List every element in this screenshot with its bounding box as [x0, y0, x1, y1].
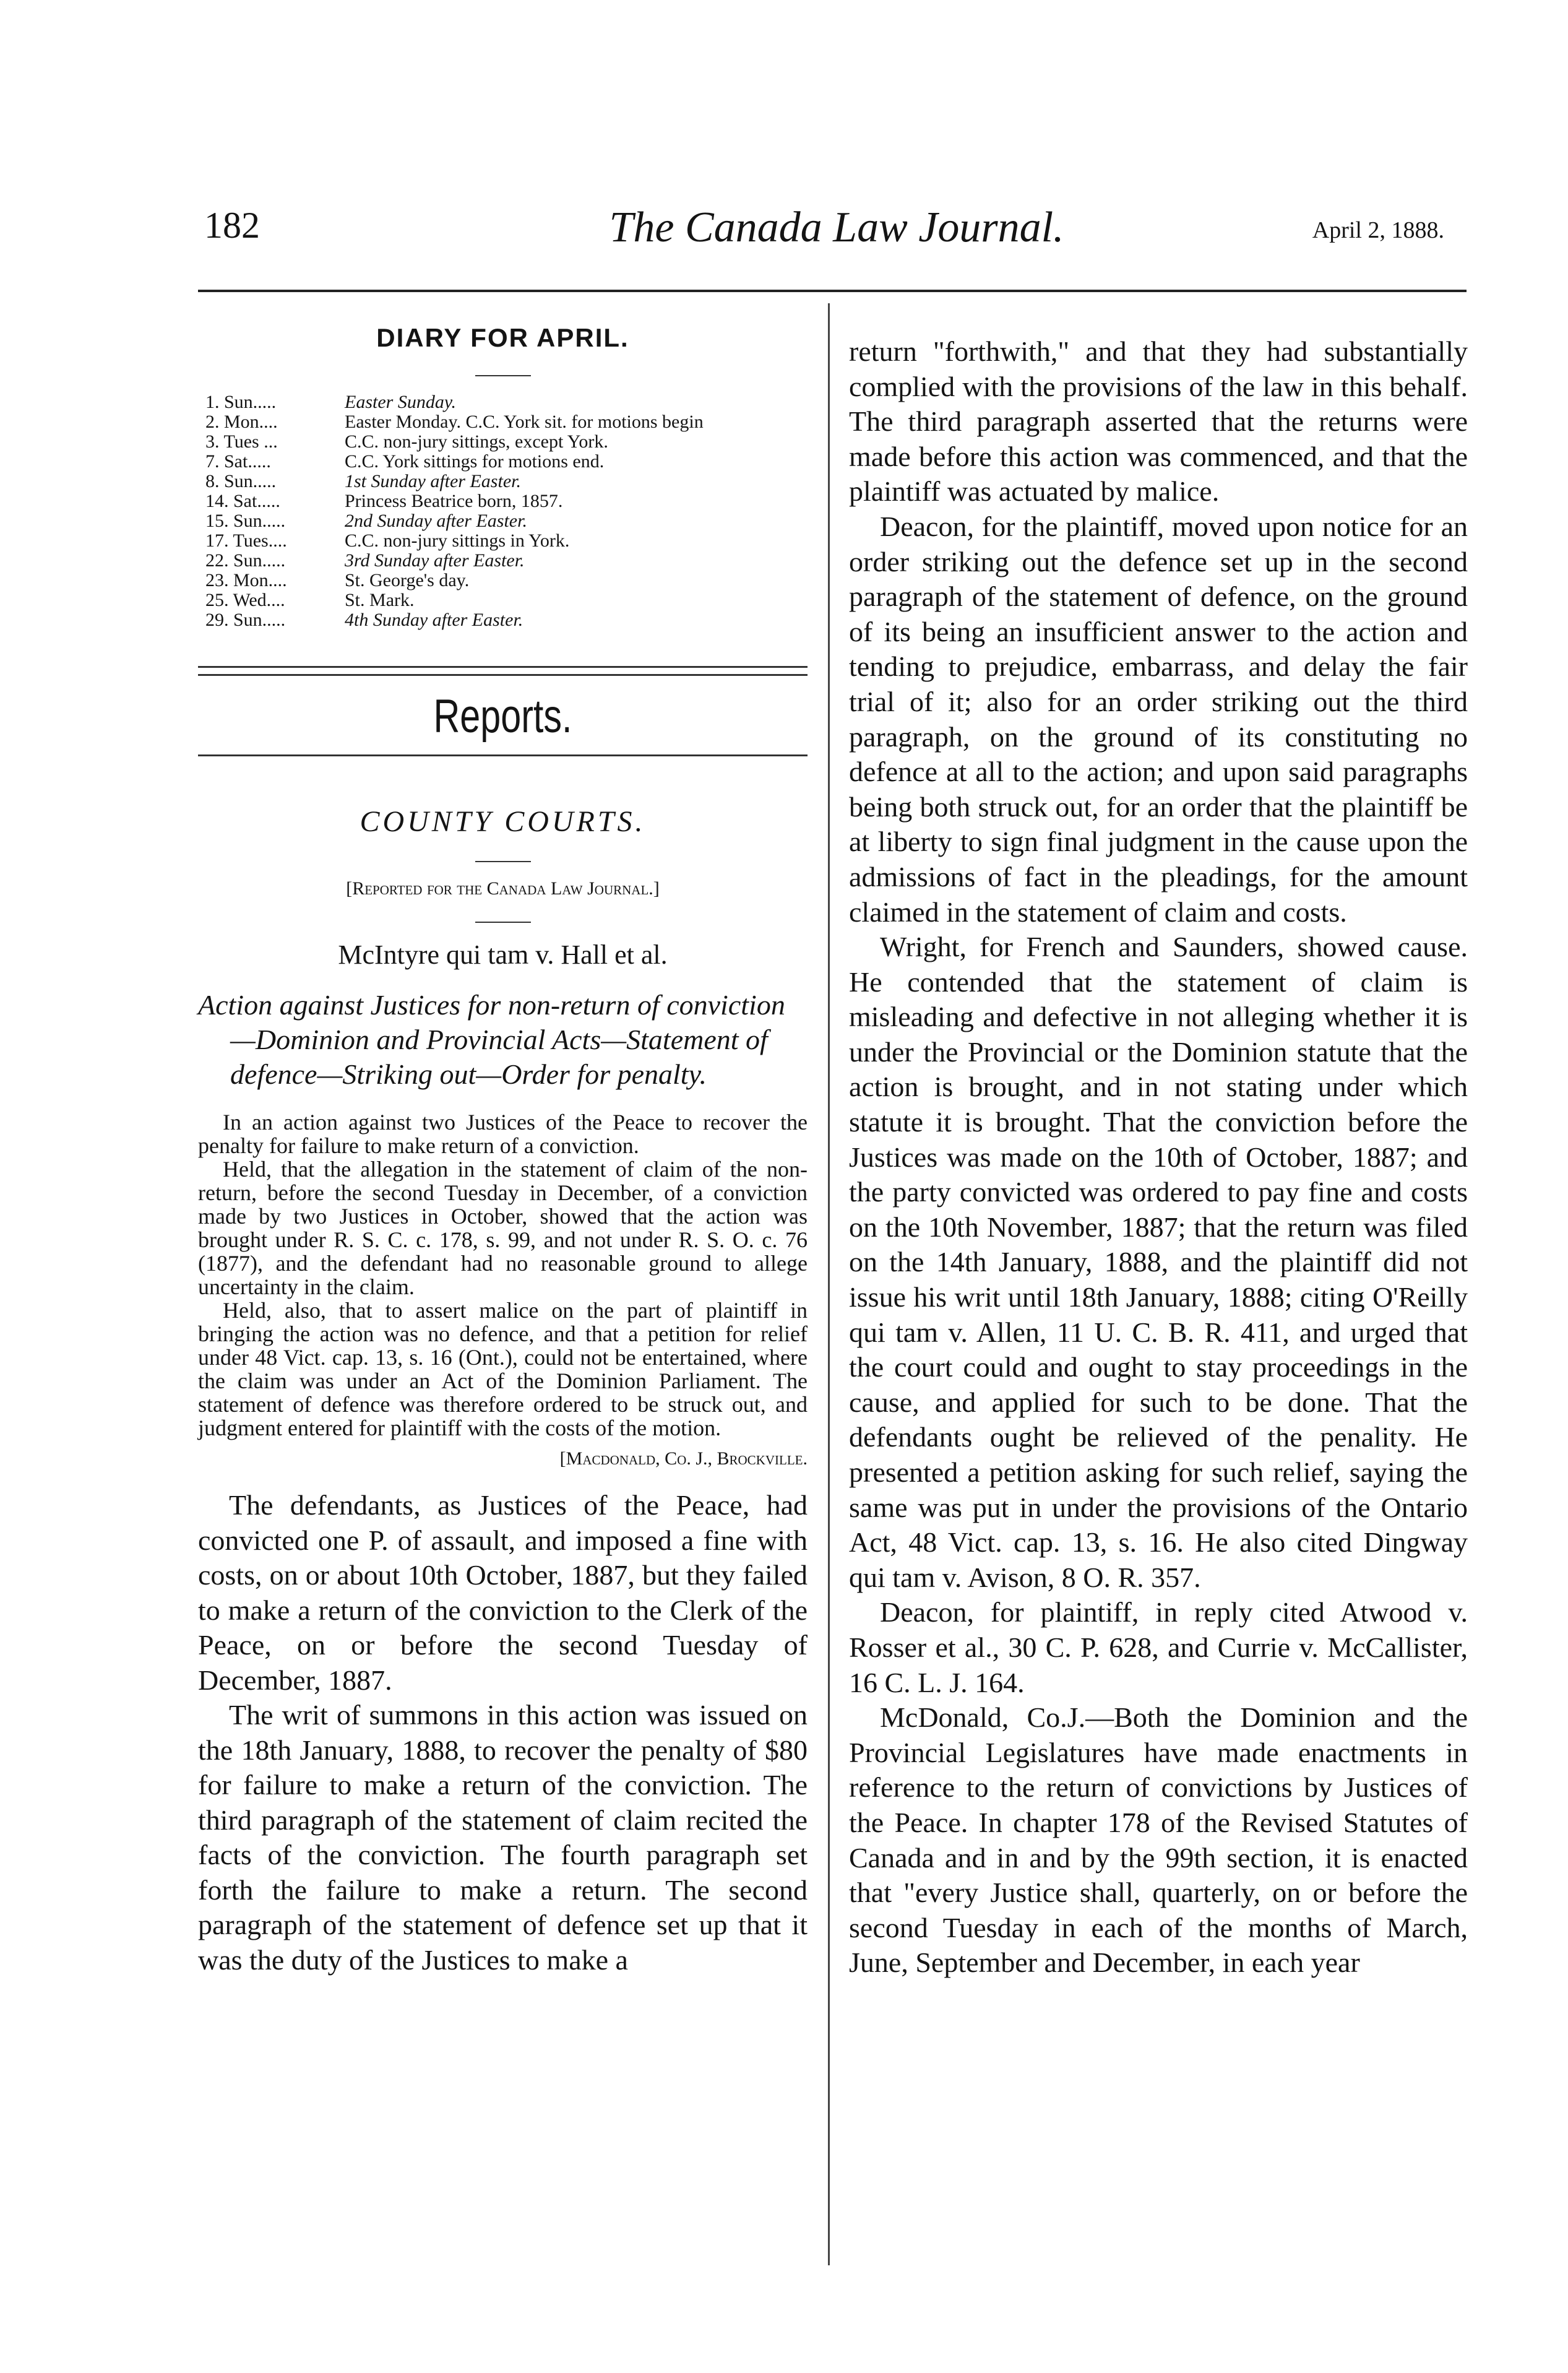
diary-event: 2nd Sunday after Easter. [345, 511, 527, 531]
diary-day: 29. Sun..... [205, 610, 286, 630]
body-paragraph: Wright, for French and Saunders, showed cause. He contended that the statement of claim is misleading and defective in not alleging whether it is under the Provincial or the Dominion statute that the action is brought, and in not stating under which statute it is brought. That the conviction before the Justices was made on the 10th of October, 1887; and the party convicted was ordered to pay fine and costs on the 10th November, 1887; that the return was filed on the 14th January, 1888, and the plaintiff did not issue his writ until 18th January, 1888; citing O'Reilly qui tam v. Allen, 11 U. C. B. R. 411, and urged that the court could and ought to stay proceedings in the cause, and applied for such to be done. That the defendants ought be relieved of the penality. He presented a petition asking for such relief, saying the same was put in under the provisions of the Ontario Act, 48 Vict. cap. 13, s. 16. He also cited Dingway qui tam v. Avison, 8 O. R. 357. [849, 931, 1468, 1593]
running-head [204, 204, 1469, 272]
diary-event: Princess Beatrice born, 1857. [345, 491, 563, 511]
diary-day: 15. Sun..... [205, 511, 286, 531]
left-body-text [198, 1488, 808, 1978]
case-summary [198, 1110, 808, 1440]
column-divider [828, 303, 830, 2265]
journal-title: The Canada Law Journal. [609, 204, 1064, 251]
body-paragraph: The writ of summons in this action was issued on the 18th January, 1888, to recover the penalty of $80 for failure to make a return of the conviction. The third paragraph of the statement of claim recited the facts of the conviction. The fourth paragraph set forth the failure to make a return. The second paragraph of the statement of defence set up that it was the duty of the Justices to make a [198, 1699, 808, 1976]
diary-event: C.C. non-jury sittings in York. [345, 530, 570, 551]
header-rule [198, 290, 1467, 292]
diary-day: 1. Sun..... [205, 392, 277, 412]
diary-entry [205, 452, 808, 472]
diary-day: 25. Wed.... [205, 590, 285, 610]
body-paragraph: The defendants, as Justices of the Peace, had convicted one P. of assault, and imposed a fine with costs, on or about 10th October, 1887, but they failed to make a return of the conviction to the Clerk of the Peace, on or before the second Tuesday of December, 1887. [198, 1489, 808, 1696]
diary-entry [205, 531, 808, 551]
diary-event: St. Mark. [345, 590, 415, 610]
body-paragraph: McDonald, Co.J.—Both the Dominion and the Provincial Legislatures have made enactments in reference to the return of convictions by Justices of the Peace. In chapter 178 of the Revised Statutes of Canada and in and by the 99th section, it is enacted that "every Justice shall, quarterly, on or before the second Tuesday in each of the months of March, June, September and December, in each year [849, 1701, 1468, 1979]
diary-list [198, 392, 808, 630]
diary-day: 3. Tues ... [205, 431, 278, 452]
diary-event: C.C. non-jury sittings, except York. [345, 431, 608, 452]
page-number: 182 [204, 205, 260, 246]
diary-entry [205, 472, 808, 491]
diary-day: 8. Sun..... [205, 471, 277, 491]
case-title: McIntyre qui tam v. Hall et al. [338, 940, 668, 970]
diary-entry [205, 392, 808, 412]
court-title: COUNTY COURTS. [360, 805, 646, 838]
diary-event: 1st Sunday after Easter. [345, 471, 521, 491]
diary-entry [205, 571, 808, 590]
reported-for-note: [Reported for the Canada Law Journal.] [346, 878, 660, 899]
diary-rule [475, 375, 531, 376]
diary-entry [205, 491, 808, 511]
diary-event: Easter Sunday. [345, 392, 456, 412]
section-double-rule [198, 666, 808, 676]
summary-paragraph: Held, also, that to assert malice on the part of plaintiff in bringing the action was no defence, and that a petition for relief under 48 Vict. cap. 13, s. 16 (Ont.), could not be entertained, where the claim was under an Act of the Dominion Parliament. The statement of defence was therefore ordered to be struck out, and judgment entered for plaintiff with the costs of the motion. [198, 1298, 808, 1440]
diary-day: 14. Sat..... [205, 491, 280, 511]
diary-entry [205, 610, 808, 630]
diary-entry [205, 412, 808, 432]
reporter-attribution: [Macdonald, Co. J., Brockville. [559, 1448, 808, 1469]
left-column [198, 316, 808, 1978]
diary-event: St. George's day. [345, 570, 470, 590]
diary-day: 23. Mon.... [205, 570, 287, 590]
diary-day: 2. Mon.... [205, 412, 278, 432]
case-headnote: Action against Justices for non-return of conviction—Dominion and Provincial Acts—Statement of defence—Striking out—Order for penalty. [198, 989, 785, 1090]
diary-entry [205, 590, 808, 610]
diary-event: 3rd Sunday after Easter. [345, 550, 525, 571]
case-rule [475, 922, 531, 923]
summary-paragraph: Held, that the allegation in the statement of claim of the non-return, before the second Tuesday in December, of a conviction made by two Justices in October, showed that the action was brought under R. S. C. c. 178, s. 99, and not under R. S. O. c. 76 (1877), and the defendant had no reasonable ground to allege uncertainty in the claim. [198, 1157, 808, 1299]
summary-paragraph: In an action against two Justices of the Peace to recover the penalty for failure to make return of a conviction. [198, 1110, 808, 1158]
diary-event: 4th Sunday after Easter. [345, 610, 523, 630]
diary-day: 22. Sun..... [205, 550, 286, 571]
right-column [849, 334, 1468, 1981]
section-title: Reports. [433, 690, 572, 743]
court-rule [475, 861, 531, 862]
diary-event: Easter Monday. C.C. York sit. for motions begin [345, 412, 704, 432]
diary-event: C.C. York sittings for motions end. [345, 451, 605, 472]
body-paragraph: Deacon, for plaintiff, in reply cited Atwood v. Rosser et al., 30 C. P. 628, and Currie v. McCallister, 16 C. L. J. 164. [849, 1596, 1468, 1698]
diary-entry [205, 511, 808, 531]
issue-date: April 2, 1888. [1312, 217, 1444, 243]
body-paragraph: Deacon, for the plaintiff, moved upon notice for an order striking out the defence set up in the second paragraph of the statement of defence, on the ground of its being an insufficient answer to the action and tending to prejudice, embarrass, and delay the fair trial of it; also for an order striking out the third paragraph, on the ground of its constituting no defence at all to the action; and upon said paragraphs being both struck out, for an order that the plaintiff be at liberty to sign final judgment in the cause upon the admissions of fact in the pleadings, for the amount claimed in the statement of claim and costs. [849, 510, 1468, 928]
diary-entry [205, 432, 808, 452]
diary-title: DIARY FOR APRIL. [376, 323, 629, 352]
diary-entry [205, 551, 808, 571]
section-rule [198, 754, 808, 756]
diary-day: 7. Sat..... [205, 451, 271, 472]
diary-day: 17. Tues.... [205, 530, 287, 551]
body-paragraph: return "forthwith," and that they had substantially complied with the provisions of the law in this behalf. The third paragraph asserted that the returns were made before this action was commenced, and that the plaintiff was actuated by malice. [849, 335, 1468, 508]
